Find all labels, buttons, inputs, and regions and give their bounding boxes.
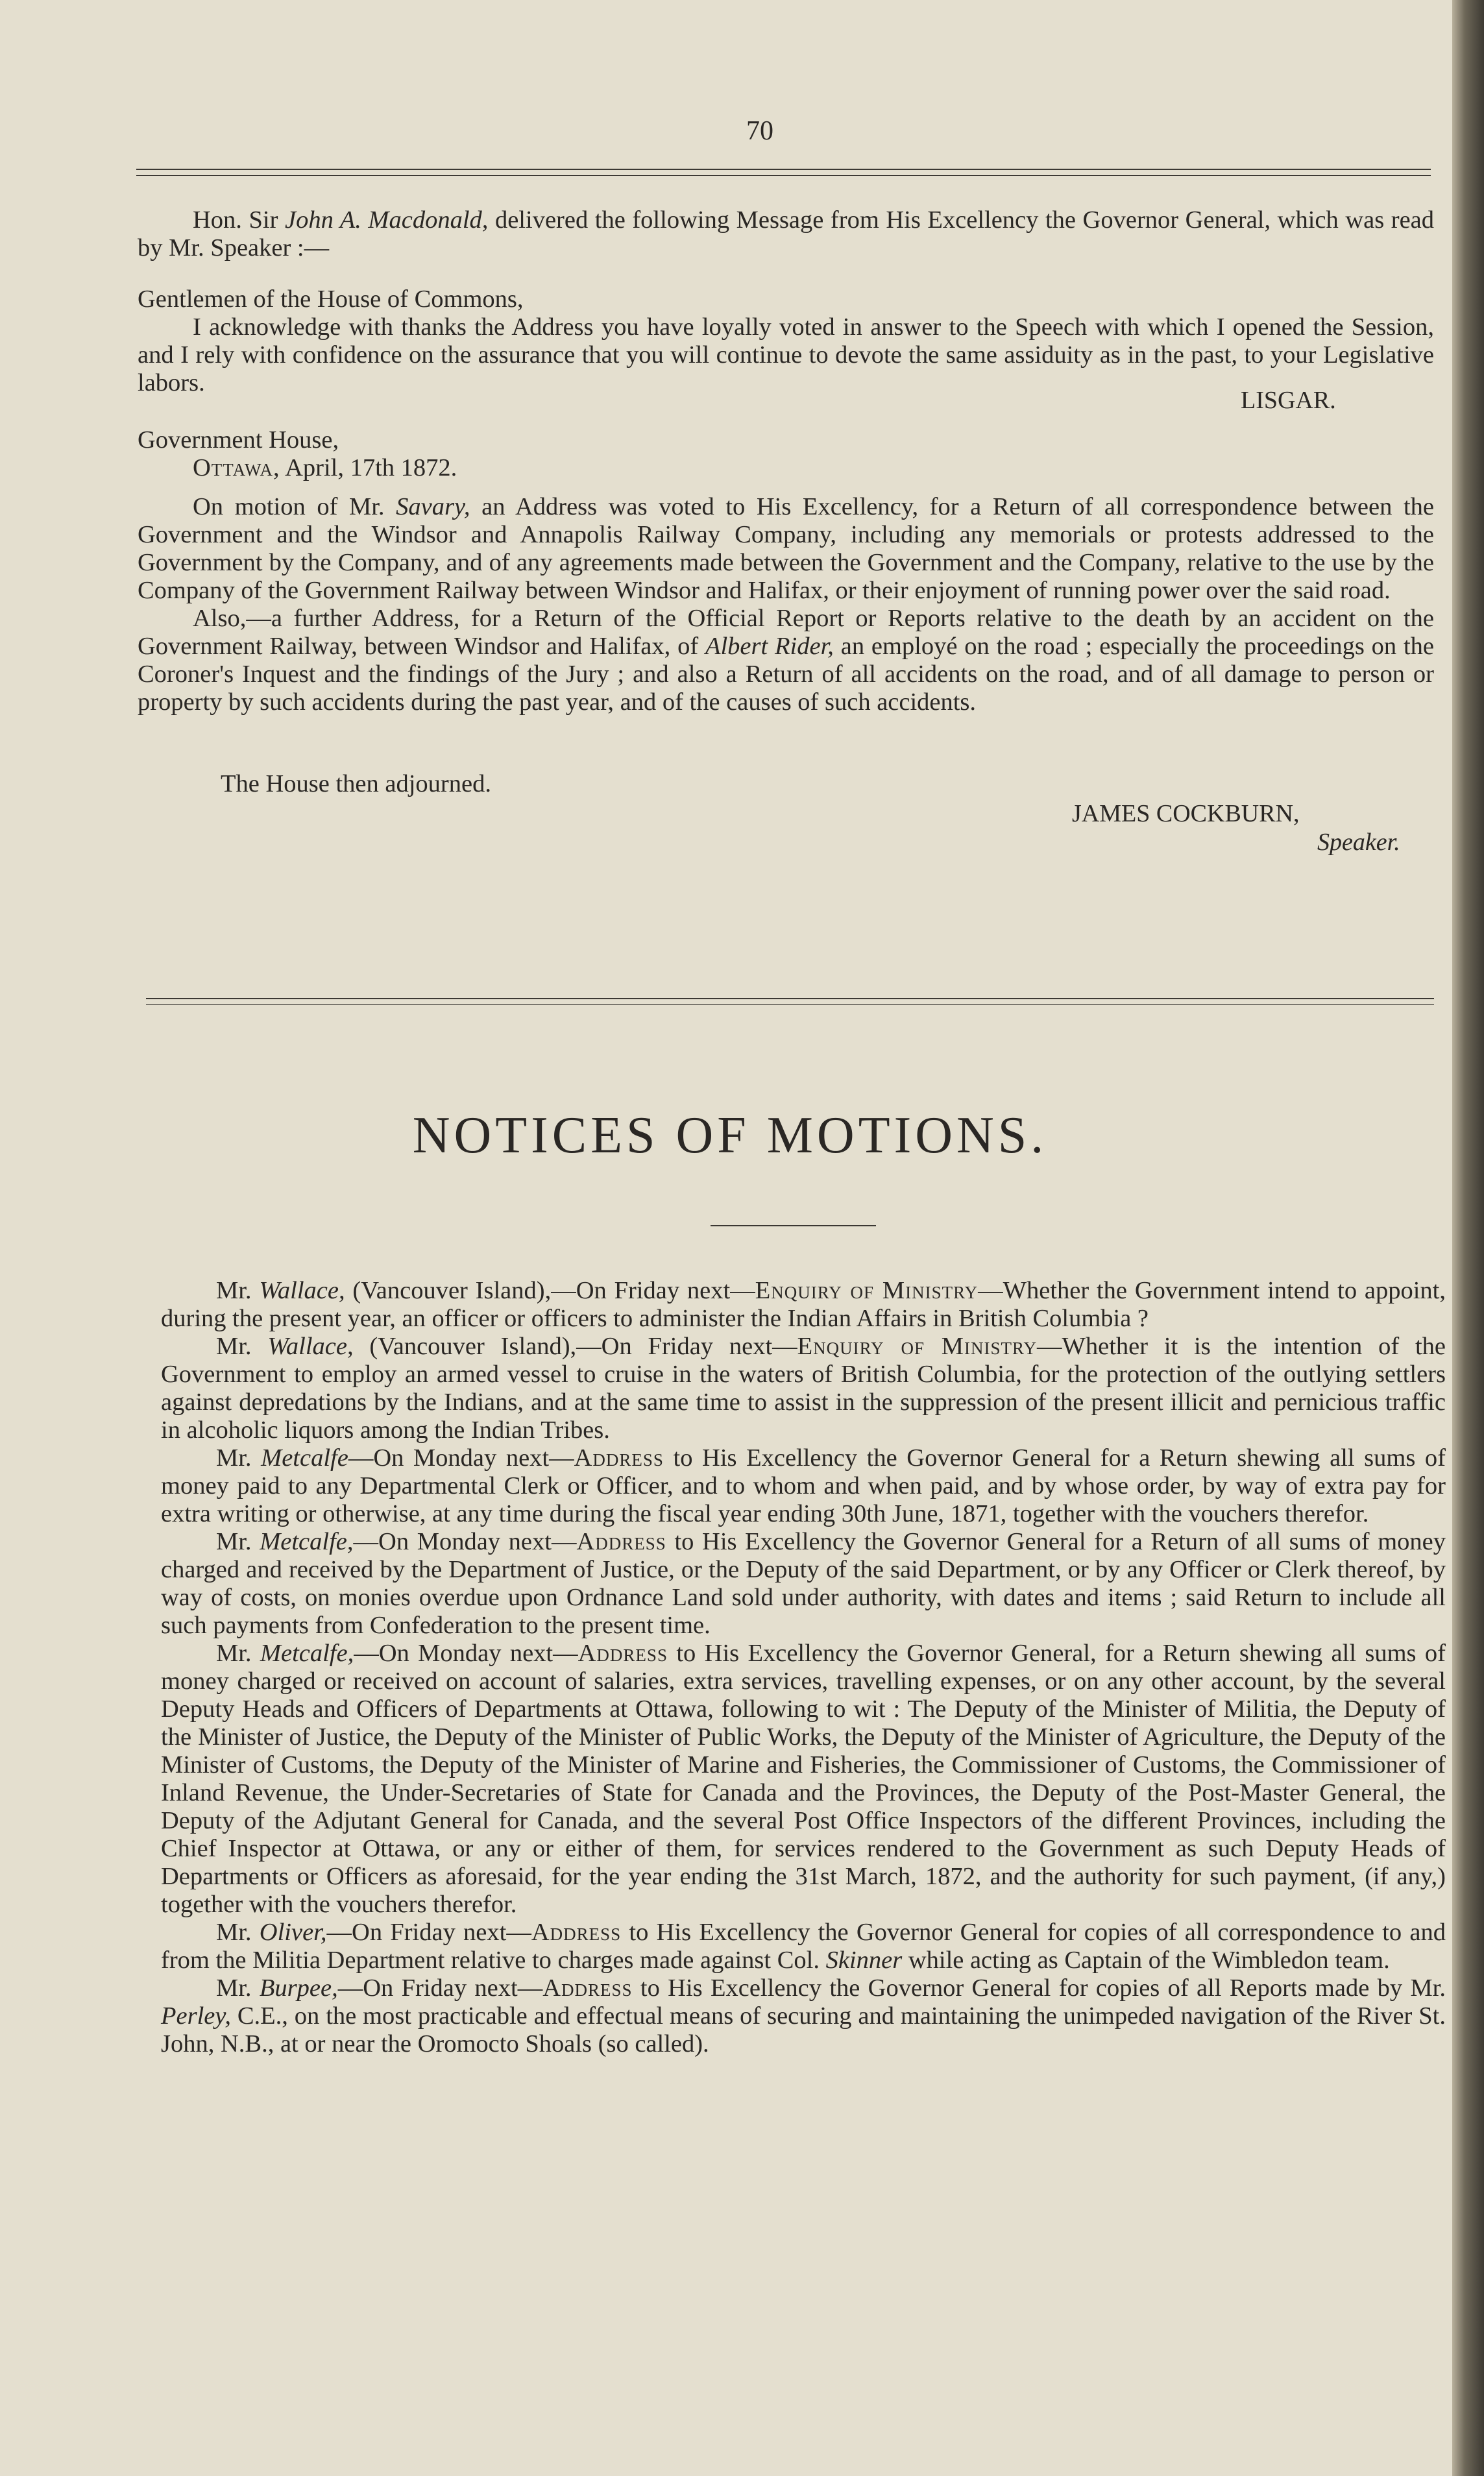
notice-item: Mr. Metcalfe,—On Monday next—Address to His Excellency the Governor General, for a Return shewing all sums of money charged or received on account of salaries, extra services, travelling expenses, or on any other account, by the several Deputy Heads and Officers of Departments at Ottawa, following to wit : The Deputy of the Minister of Militia, the Deputy of the Minister of Justice, the Deputy of the Minister of Public Works, the Deputy of the Minister of Agriculture, the Deputy of the Minister of Customs, the Deputy of the Minister of Marine and Fisheries, the Commissioner of Customs, the Commissioner of Inland Revenue, the Under-Secretaries of State for Canada and the Provinces, the Deputy of the Post-Master General, the Deputy of the Adjutant General for Canada, and the several Post Office Inspectors of the different Provinces, including the Chief Inspector at Ottawa, or any or either of them, for services rendered to the Government as such Deputy Heads of Departments or Officers as aforesaid, for the year ending the 31st March, 1872, and the authority for such payment, (if any,) together with the vouchers therefor. (161, 1640, 1446, 1918)
speaker-title: Speaker. (1317, 829, 1400, 856)
section-rule-bottom (146, 1004, 1434, 1005)
header-rule-top (136, 169, 1431, 170)
message-intro: Hon. Sir John A. Macdonald, delivered the following Message from His Excellency the Governor General, which was read by Mr. Speaker :— (138, 206, 1435, 261)
notices-heading: NOTICES OF MOTIONS. (412, 1107, 1048, 1164)
binding-gutter (1452, 0, 1484, 2476)
section-rule-top (146, 998, 1434, 999)
message-signature: LISGAR. (1241, 387, 1336, 414)
speaker-signature: JAMES COCKBURN, (1072, 800, 1300, 827)
adjourned-line: The House then adjourned. (221, 770, 491, 797)
motion-paragraph: On motion of Mr. Savary, an Address was voted to His Excellency, for a Return of all correspondence between the Government and the Windsor and Annapolis Railway Company, including any memorials or protests addressed to the Government by the Company, and of any agreements made between the Government and the Company, relative to the use by the Company of the Government Railway between Windsor and Halifax, or their enjoyment of running power over the said road. Also,—a further Address, for a Return of the Official Report or Reports relative to the death by an accident on the Government Railway, between Windsor and Halifax, of Albert Rider, an employé on the road ; especially the proceedings on the Coroner's Inquest and the findings of the Jury ; and also a Return of all accidents on the road, and of all damage to person or property by such accidents during the past year, and of the causes of such accidents. (138, 493, 1435, 716)
page-number: 70 (746, 116, 773, 146)
notice-item: Mr. Metcalfe,—On Monday next—Address to His Excellency the Governor General for a Return of all sums of money charged and received by the Department of Justice, or the Deputy of the said Department, or by any Officer or Clerk thereof, by way of costs, on monies overdue upon Ordnance Land sold under authority, with dates and items ; said Return to include all such payments from Confederation to the present time. (161, 1528, 1446, 1639)
heading-underline (711, 1225, 876, 1226)
message-body: I acknowledge with thanks the Address you have loyally voted in answer to the Speech with which I opened the Session, and I rely with confidence on the assurance that you will continue to devote the same assiduity as in the past, to your Legislative labors. (138, 313, 1434, 396)
speaker-name-macdonald: John A. Macdonald, (285, 206, 489, 234)
notice-item: Mr. Wallace, (Vancouver Island),—On Friday next—Enquiry of Ministry—Whether it is the intention of the Government to employ an armed vessel to cruise in the waters of British Columbia, for the protection of the outlying settlers against depredations by the Indians, and at the same time to assist in the suppression of the present illicit and pernicious traffic in alcoholic liquors among the Indian Tribes. (161, 1333, 1446, 1444)
notice-item: Mr. Wallace, (Vancouver Island),—On Friday next—Enquiry of Ministry—Whether the Government intend to appoint, during the present year, an officer or officers to administer the Indian Affairs in British Columbia ? (161, 1277, 1446, 1332)
header-rule-bottom (136, 175, 1431, 176)
message-place: Government House, Ottawa, April, 17th 1872. (138, 426, 457, 481)
notices-list (161, 1277, 1446, 2058)
notice-item: Mr. Metcalfe—On Monday next—Address to His Excellency the Governor General for a Return shewing all sums of money paid to any Departmental Clerk or Officer, and to whom and when paid, and by whose order, by way of extra pay for extra writing or otherwise, at any time during the fiscal year ending 30th June, 1871, together with the vouchers therefor. (161, 1444, 1446, 1527)
notice-item: Mr. Burpee,—On Friday next—Address to His Excellency the Governor General for copies of all Reports made by Mr. Perley, C.E., on the most practicable and effectual means of securing and maintaining the unimpeded navigation of the River St. John, N.B., at or near the Oromocto Shoals (so called). (161, 1974, 1446, 2057)
message-salutation: Gentlemen of the House of Commons, (138, 285, 524, 313)
notice-item: Mr. Oliver,—On Friday next—Address to His Excellency the Governor General for copies of all correspondence to and from the Militia Department relative to charges made against Col. Skinner while acting as Captain of the Wimbledon team. (161, 1919, 1446, 1974)
